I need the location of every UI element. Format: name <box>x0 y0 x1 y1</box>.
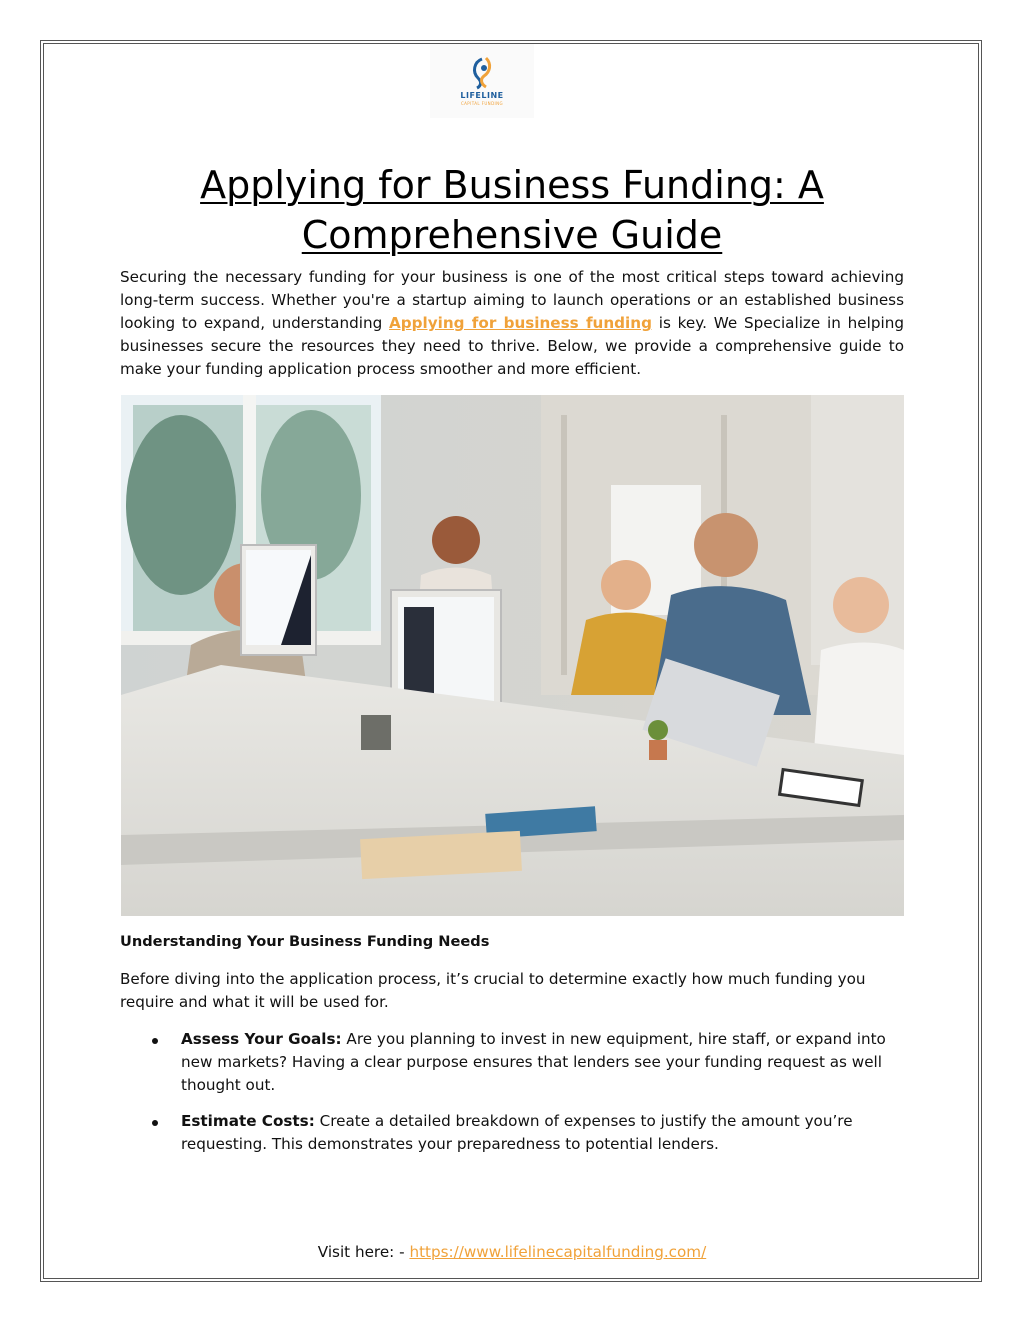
bullet-list <box>120 1028 910 1169</box>
bullet-text: Create a detailed breakdown of expenses to justify the amount you’re requesting. This demonstrates your preparedness to potential lenders. <box>181 1112 853 1153</box>
applying-for-business-funding-link[interactable]: Applying for business funding <box>389 314 652 332</box>
lifeline-logo-icon <box>462 56 502 90</box>
bullet-text: Are you planning to invest in new equipment, hire staff, or expand into new markets? Having a clear purpose ensures that lenders see your funding request as well thought out. <box>181 1030 886 1094</box>
office-team-photo <box>121 395 904 916</box>
bullet-icon <box>152 1038 158 1044</box>
lifeline-logo <box>430 44 534 118</box>
bullet-label: Assess Your Goals: <box>181 1030 342 1048</box>
logo-subtitle: CAPITAL FUNDING <box>460 101 504 106</box>
footer-website-link[interactable]: https://www.lifelinecapitalfunding.com/ <box>409 1243 707 1261</box>
list-item <box>120 1110 910 1156</box>
logo-wordmark: LIFELINE <box>460 91 504 100</box>
intro-text-after: is key. We Specialize in helping businesses secure the resources they need to thrive. Below, we provide a comprehensive guide to make your funding application process smoother and more efficient. <box>120 314 904 378</box>
page-title: Applying for Business Funding: A Comprehensive Guide <box>200 163 824 257</box>
list-item <box>120 1028 910 1097</box>
section-paragraph: Before diving into the application process, it’s crucial to determine exactly how much funding you require and what it will be used for. <box>120 970 866 1011</box>
footer <box>120 1243 904 1261</box>
bullet-icon <box>152 1120 158 1126</box>
intro-text-before: Securing the necessary funding for your business is one of the most critical steps toward achieving long-term success. Whether you're a startup aiming to launch operations or an established business looking to expand, understanding <box>120 268 904 332</box>
intro-paragraph <box>120 266 904 381</box>
footer-label: Visit here: - <box>317 1243 410 1261</box>
section-heading: Understanding Your Business Funding Needs <box>120 933 490 950</box>
bullet-label: Estimate Costs: <box>181 1112 315 1130</box>
